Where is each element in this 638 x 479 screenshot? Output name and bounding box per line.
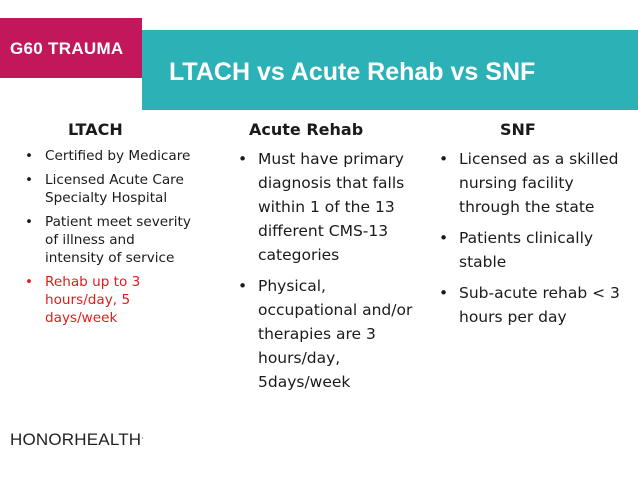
acute-rehab-list	[237, 147, 422, 401]
honorhealth-logo	[10, 430, 144, 450]
snf-heading: SNF	[500, 120, 536, 139]
ltach-bullet: • Licensed Acute Care Specialty Hospital	[24, 171, 194, 207]
ltach-bullet-highlight: • Rehab up to 3 hours/day, 5 days/week	[24, 273, 194, 327]
snf-bullet: • Sub-acute rehab < 3 hours per day	[438, 281, 638, 329]
slide-title: LTACH vs Acute Rehab vs SNF	[169, 58, 536, 86]
ltach-bullet: • Certified by Medicare	[24, 147, 194, 165]
acute-rehab-bullet: • Physical, occupational and/or therapies are 3 hours/day, 5days/week	[237, 274, 422, 394]
brand-label: G60 TRAUMA	[10, 39, 124, 58]
snf-bullet: • Patients clinically stable	[438, 226, 638, 274]
ltach-bullet: • Patient meet severity of illness and intensity of service	[24, 213, 194, 267]
logo-text: HONORHEALTH	[10, 430, 142, 449]
ltach-heading: LTACH	[68, 120, 123, 139]
snf-bullet: • Licensed as a skilled nursing facility through the state	[438, 147, 638, 219]
snf-list	[438, 147, 638, 336]
logo-mark: .	[141, 430, 144, 441]
acute-rehab-heading: Acute Rehab	[249, 120, 364, 139]
acute-rehab-bullet: • Must have primary diagnosis that falls within 1 of the 13 different CMS-13 categories	[237, 147, 422, 267]
ltach-list	[24, 147, 194, 333]
